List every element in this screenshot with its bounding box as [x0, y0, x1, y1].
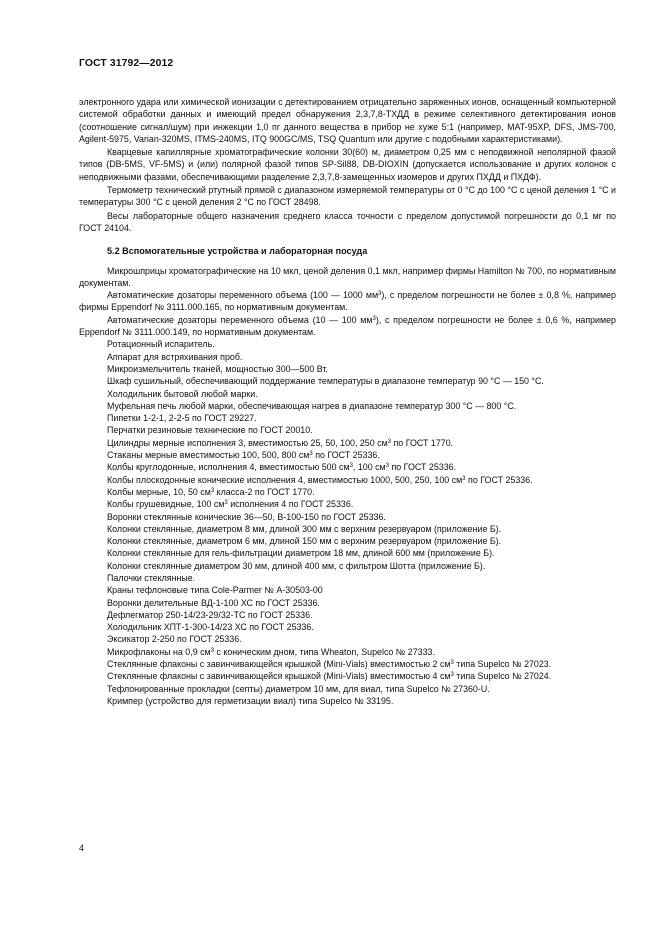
list-item: Стаканы мерные вместимостью 100, 500, 800 $см^3$ по ГОСТ 25336.: [107, 450, 380, 461]
paragraph: Кварцевые капиллярные хроматографические колонки 30(60) м, диаметром 0,25 мм с неподвижной неполярной фазой типов (DB-5MS, VF-5MS) и (или) полярной фазой типов SP-Sil88, DB-DIOXIN (допускается использование и других колонок с неподвижными фазами, обеспечивающими разделение 2,3,7,8-замещенных изомеров и других ПХДД и ПХДФ).: [79, 147, 616, 182]
list-item: Стеклянные флаконы с завинчивающейся крышкой (Mini-Vials) вместимостью 2 $см^3$ типа Supelco № 27023.: [107, 659, 552, 670]
list-item: Микроизмельчитель тканей, мощностью 300—500 Вт.: [107, 363, 328, 374]
list-item: Эксикатор 2-250 по ГОСТ 25336.: [107, 634, 242, 645]
list-item: Автоматические дозаторы переменного объема (10 — 100 $мм^3$), с пределом погрешности не более ± 0,6 %, например Eppendorf № 3111.000.149, по нормативным документам.: [79, 314, 616, 338]
list-item: Воронки делительные ВД-1-100 ХС по ГОСТ 25336.: [107, 597, 320, 608]
list-item: Шкаф сушильный, обеспечивающий поддержание температуры в диапазоне температур 90 °С — 150 °С.: [107, 376, 544, 387]
list-item: Палочки стеклянные.: [107, 572, 196, 583]
list-item: Колонки стеклянные для гель-фильтрации диаметром 18 мм, длиной 600 мм (приложение Б).: [107, 548, 495, 559]
list-item: Колбы круглодонные, исполнения 4, вместимостью 500 $см^3$, 100 $см^3$ по ГОСТ 25336.: [107, 462, 457, 473]
document-body: [79, 96, 616, 707]
list-item: Перчатки резиновые технические по ГОСТ 20010.: [107, 425, 313, 436]
list-item: Стеклянные флаконы с завинчивающейся крышкой (Mini-Vials) вместимостью 4 $см^3$ типа Supelco № 27024.: [107, 671, 552, 682]
list-item: Холодильник бытовой любой марки.: [107, 388, 258, 399]
list-item: Колонки стеклянные, диаметром 8 мм, длиной 300 мм с верхним резервуаром (приложение Б).: [107, 523, 502, 534]
list-item: Ротационный испаритель.: [107, 339, 215, 350]
list-item: Тефлонированные прокладки (септы) диаметром 10 мм, для виал, типа Supelco № 27360-U.: [107, 683, 490, 694]
list-item: Колбы плоскодонные конические исполнения 4, вместимостью 1000, 500, 250, 100 $см^3$ по ГОСТ 25336.: [107, 474, 533, 485]
document-code-header: ГОСТ 31792—2012: [79, 58, 174, 69]
list-item: Кримпер (устройство для герметизации виал) типа Supelco № 33195.: [107, 695, 394, 706]
list-item: Пипетки 1-2-1, 2-2-5 по ГОСТ 29227.: [107, 413, 257, 424]
list-item: Аппарат для встряхивания проб.: [107, 351, 243, 362]
page-number: 4: [79, 843, 85, 853]
list-item: Колонки стеклянные диаметром 30 мм, длиной 400 мм, с фильтром Шотта (приложение Б).: [107, 560, 486, 571]
list-item: Холодильник ХПТ-1-300-14/23 ХС по ГОСТ 25336.: [107, 622, 314, 633]
list-item: Колбы мерные, 10, 50 $см^3$ класса-2 по ГОСТ 1770.: [107, 486, 315, 497]
list-item: Муфельная печь любой марки, обеспечивающая нагрев в диапазоне температур 300 °С — 800 °С.: [107, 400, 517, 411]
list-item: Автоматические дозаторы переменного объема (100 — 1000 $мм^3$), с пределом погрешности не более ± 0,8 %, например фирмы Eppendorf № 3111.000.165, по нормативным документам.: [79, 290, 616, 313]
list-item: Колонки стеклянные, диаметром 6 мм, длиной 150 мм с верхним резервуаром (приложение Б).: [107, 536, 502, 547]
paragraph: Термометр технический ртутный прямой с диапазоном измеряемой температуры от 0 °С до 100 °С с ценой деления 1 °С и температуры 300 °С с ценой деления 2 °С по ГОСТ 28498.: [79, 185, 616, 208]
list-item: Воронки стеклянные конические 36—50, В-100-150 по ГОСТ 25336.: [107, 511, 386, 522]
list-item: Цилиндры мерные исполнения 3, вместимостью 25, 50, 100, 250 $см^3$ по ГОСТ 1770.: [107, 437, 454, 448]
section-heading: 5.2 Вспомогательные устройства и лабораторная посуда: [107, 246, 368, 257]
list-item: Дефлегматор 250-14/23-29/32-ТС по ГОСТ 25336.: [107, 609, 313, 620]
paragraph: Весы лабораторные общего назначения среднего класса точности с пределом допустимой погрешности до 0,1 мг по ГОСТ 24104.: [79, 210, 616, 233]
list-item: Краны тефлоновые типа Cole-Parmer № А-30503-00: [107, 585, 323, 596]
list-item: Колбы грушевидные, 100 $см^3$ исполнения 4 по ГОСТ 25336.: [107, 499, 354, 510]
paragraph: электронного удара или химической ионизации с детектированием отрицательно заряженных ионов, оснащенный компьютерной системой обработки данных и имеющий предел обнаружения 2,3,7,8-ТХДД в режиме селективного детектирования ионов (соотношение сигнал/шум) при инжекции 1,0 пг данного вещества в прибор не хуже 5:1 (например, MAT-95XP, DFS, JMS-700, Agilent-5975, Varian-320MS, ITMS-240MS, ITQ 900GC/MS, TSQ Quantum или другие с подобными характеристиками).: [79, 97, 616, 144]
list-item: Микрофлаконы на 0,9 $см^3$ с коническим дном, типа Wheaton, Supelco № 27333.: [107, 646, 435, 657]
list-item: Микрошприцы хроматографические на 10 мкл, ценой деления 0,1 мкл, например фирмы Hamilton № 700, по нормативным документам.: [79, 265, 616, 288]
